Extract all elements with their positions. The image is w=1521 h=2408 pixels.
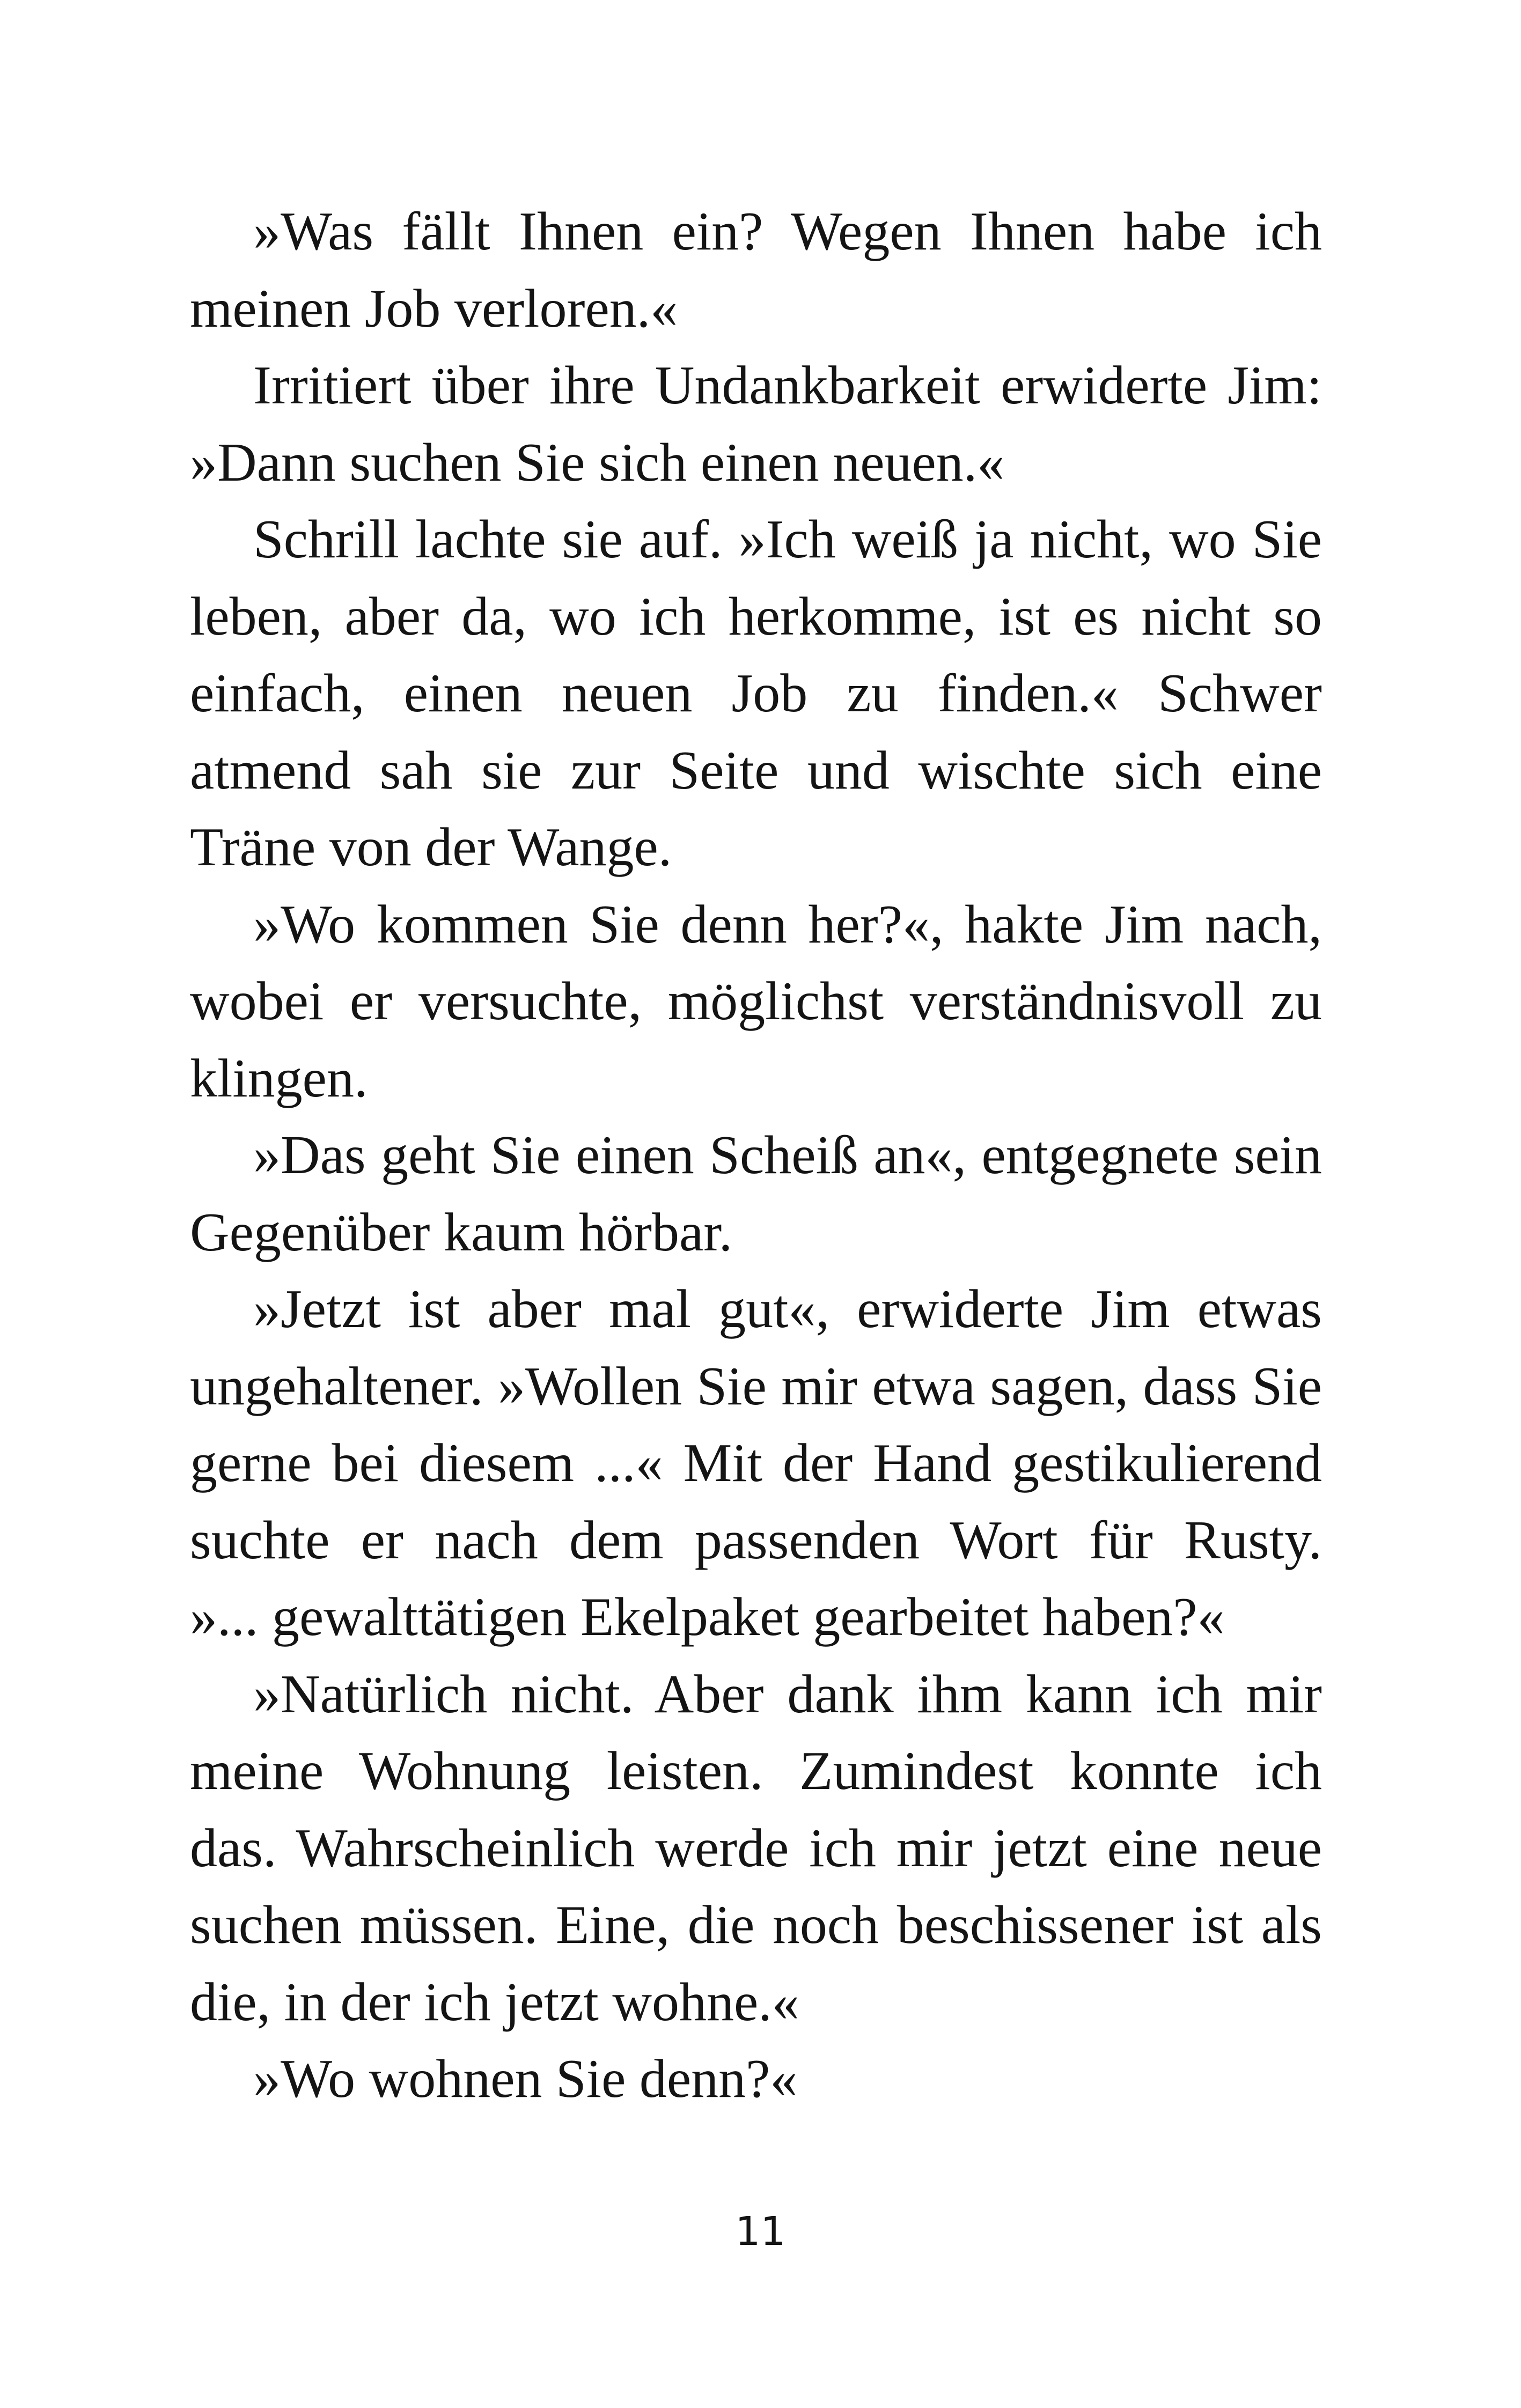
text-line: leben, aber da, wo ich herkomme, ist es nicht so bbox=[190, 586, 1322, 647]
text-line: »Das geht Sie einen Scheiß an«, entgegnete sein bbox=[253, 1125, 1322, 1185]
text-line: einfach, einen neuen Job zu finden.« Schwer bbox=[190, 663, 1322, 724]
text-line: »Natürlich nicht. Aber dank ihm kann ich mir bbox=[253, 1663, 1322, 1725]
text-line: Gegenüber kaum hörbar. bbox=[190, 1202, 733, 1263]
text-line: Irritiert über ihre Undankbarkeit erwiderte Jim: bbox=[253, 355, 1322, 416]
text-line: ungehaltener. »Wollen Sie mir etwa sagen, dass Sie bbox=[190, 1356, 1322, 1417]
text-line: meinen Job verloren.« bbox=[190, 278, 678, 339]
text-line: klingen. bbox=[190, 1048, 368, 1109]
text-line: suchen müssen. Eine, die noch beschissener ist als bbox=[190, 1895, 1322, 1955]
text-line: »Dann suchen Sie sich einen neuen.« bbox=[190, 432, 1005, 493]
body-text bbox=[190, 193, 1322, 2118]
text-line: »Wo kommen Sie denn her?«, hakte Jim nach, bbox=[253, 894, 1322, 955]
text-line: die, in der ich jetzt wohne.« bbox=[190, 1971, 799, 2033]
text-line: suchte er nach dem passenden Wort für Rusty. bbox=[190, 1509, 1322, 1571]
text-line: Schrill lachte sie auf. »Ich weiß ja nicht, wo Sie bbox=[253, 509, 1322, 570]
text-line: Träne von der Wange. bbox=[190, 817, 672, 878]
text-line: atmend sah sie zur Seite und wischte sich eine bbox=[190, 740, 1322, 801]
text-line: »Wo wohnen Sie denn?« bbox=[253, 2049, 798, 2109]
text-line: gerne bei diesem ...« Mit der Hand gestikulierend bbox=[190, 1433, 1322, 1493]
text-line: das. Wahrscheinlich werde ich mir jetzt eine neue bbox=[190, 1817, 1322, 1879]
text-line: »... gewalttätigen Ekelpaket gearbeitet haben?« bbox=[190, 1587, 1225, 1647]
text-line: meine Wohnung leisten. Zumindest konnte ich bbox=[190, 1741, 1322, 1801]
text-line: wobei er versuchte, möglichst verständnisvoll zu bbox=[190, 971, 1322, 1032]
text-line: »Jetzt ist aber mal gut«, erwiderte Jim etwas bbox=[253, 1279, 1322, 1339]
page-number: 11 bbox=[735, 2208, 786, 2255]
text-line: »Was fällt Ihnen ein? Wegen Ihnen habe ich bbox=[253, 201, 1322, 262]
